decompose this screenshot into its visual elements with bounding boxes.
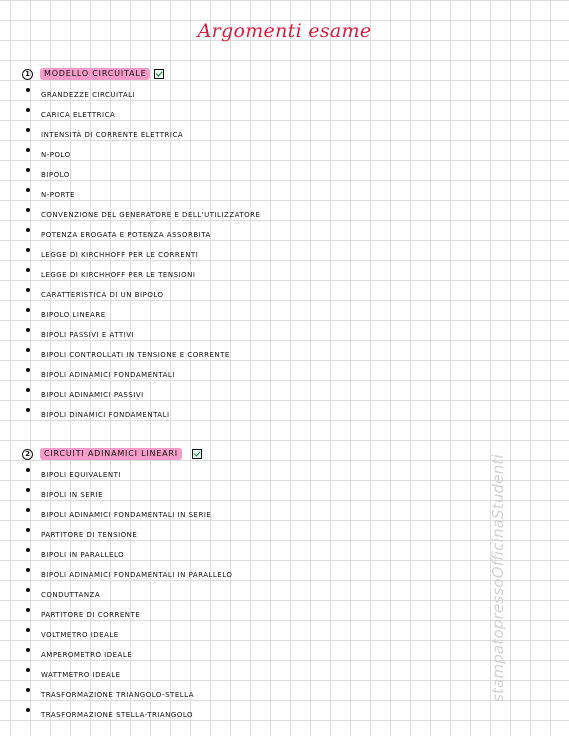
bullet-icon <box>26 528 30 532</box>
bullet-icon <box>26 368 30 372</box>
list-item-label: CARICA ELETTRICA <box>41 111 116 119</box>
bullet-icon <box>26 248 30 252</box>
list-item-label: CONDUTTANZA <box>41 591 101 599</box>
list-item-label: GRANDEZZE CIRCUITALI <box>41 91 136 99</box>
section-number: 2 <box>22 449 33 460</box>
list-item-label: CONVENZIONE DEL GENERATORE E DELL'UTILIZZATORE <box>41 211 261 219</box>
list-item <box>22 666 542 686</box>
list-item-label: PARTITORE DI CORRENTE <box>41 611 141 619</box>
list-item <box>22 346 542 366</box>
section-number: 1 <box>22 69 33 80</box>
list-item-label: VOLTMETRO IDEALE <box>41 631 119 639</box>
bullet-icon <box>26 468 30 472</box>
list-item-label: INTENSITÀ DI CORRENTE ELETTRICA <box>41 131 184 139</box>
bullet-icon <box>26 228 30 232</box>
section-header <box>22 446 542 466</box>
checkbox-checked-icon <box>154 69 164 79</box>
bullet-icon <box>26 668 30 672</box>
bullet-icon <box>26 508 30 512</box>
list-item <box>22 706 542 726</box>
list-item <box>22 406 542 426</box>
list-item-label: BIPOLI ADINAMICI FONDAMENTALI IN PARALLELO <box>41 571 233 579</box>
list-item-label: BIPOLO <box>41 171 70 179</box>
bullet-icon <box>26 148 30 152</box>
list-item <box>22 326 542 346</box>
list-item <box>22 286 542 306</box>
list-item <box>22 486 542 506</box>
list-item <box>22 686 542 706</box>
bullet-icon <box>26 608 30 612</box>
section-title: MODELLO CIRCUITALE <box>40 68 150 80</box>
list-item <box>22 306 542 326</box>
list-item <box>22 186 542 206</box>
list-item-label: AMPEROMETRO IDEALE <box>41 651 133 659</box>
list-item-label: POTENZA EROGATA E POTENZA ASSORBITA <box>41 231 211 239</box>
list-item <box>22 646 542 666</box>
bullet-icon <box>26 208 30 212</box>
bullet-icon <box>26 688 30 692</box>
bullet-icon <box>26 588 30 592</box>
list-item <box>22 146 542 166</box>
list-item-label: LEGGE DI KIRCHHOFF PER LE CORRENTI <box>41 251 199 259</box>
bullet-icon <box>26 628 30 632</box>
watermark <box>489 432 507 702</box>
bullet-icon <box>26 168 30 172</box>
list-item <box>22 226 542 246</box>
bullet-icon <box>26 128 30 132</box>
list-item <box>22 86 542 106</box>
list-item <box>22 626 542 646</box>
list-item-label: BIPOLI IN PARALLELO <box>41 551 125 559</box>
list-item <box>22 126 542 146</box>
bullet-icon <box>26 388 30 392</box>
bullet-icon <box>26 348 30 352</box>
list-item-label: BIPOLI ADINAMICI PASSIVI <box>41 391 144 399</box>
list-item-label: BIPOLI DINAMICI FONDAMENTALI <box>41 411 170 419</box>
section-title: CIRCUITI ADINAMICI LINEARI <box>40 448 182 460</box>
bullet-icon <box>26 328 30 332</box>
page-title: Argomenti esame <box>197 20 372 42</box>
list-item <box>22 506 542 526</box>
bullet-icon <box>26 408 30 412</box>
bullet-icon <box>26 488 30 492</box>
checkbox-checked-icon <box>192 449 202 459</box>
list-item-label: CARATTERISTICA DI UN BIPOLO <box>41 291 164 299</box>
bullet-icon <box>26 568 30 572</box>
list-item <box>22 166 542 186</box>
list-item-label: PARTITORE DI TENSIONE <box>41 531 138 539</box>
list-item <box>22 566 542 586</box>
list-item-label: LEGGE DI KIRCHHOFF PER LE TENSIONI <box>41 271 196 279</box>
bullet-icon <box>26 548 30 552</box>
list-item <box>22 586 542 606</box>
bullet-icon <box>26 268 30 272</box>
list-item-label: BIPOLI CONTROLLATI IN TENSIONE E CORRENTE <box>41 351 230 359</box>
list-item-label: BIPOLI ADINAMICI FONDAMENTALI IN SERIE <box>41 511 212 519</box>
section-circuiti-adinamici-lineari <box>22 446 542 726</box>
section-modello-circuitale <box>22 66 542 426</box>
list-item <box>22 206 542 226</box>
list-item <box>22 466 542 486</box>
list-item <box>22 266 542 286</box>
bullet-icon <box>26 308 30 312</box>
list-item <box>22 246 542 266</box>
bullet-icon <box>26 648 30 652</box>
bullet-icon <box>26 88 30 92</box>
section-header <box>22 66 542 86</box>
watermark-text: stampatopressoOfficinaStudenti <box>489 454 507 702</box>
list-item-label: WATTMETRO IDEALE <box>41 671 121 679</box>
bullet-icon <box>26 288 30 292</box>
list-item <box>22 606 542 626</box>
list-item-label: BIPOLI EQUIVALENTI <box>41 471 121 479</box>
list-item <box>22 106 542 126</box>
topic-list <box>22 466 542 726</box>
list-item-label: BIPOLI ADINAMICI FONDAMENTALI <box>41 371 175 379</box>
bullet-icon <box>26 708 30 712</box>
list-item <box>22 366 542 386</box>
list-item <box>22 546 542 566</box>
list-item <box>22 386 542 406</box>
list-item-label: N-POLO <box>41 151 71 159</box>
bullet-icon <box>26 188 30 192</box>
topic-list <box>22 86 542 426</box>
list-item <box>22 526 542 546</box>
list-item-label: N-PORTE <box>41 191 76 199</box>
list-item-label: TRASFORMAZIONE TRIANGOLO-STELLA <box>41 691 195 699</box>
list-item-label: BIPOLI IN SERIE <box>41 491 104 499</box>
list-item-label: TRASFORMAZIONE STELLA-TRIANGOLO <box>41 711 194 719</box>
list-item-label: BIPOLO LINEARE <box>41 311 106 319</box>
list-item-label: BIPOLI PASSIVI E ATTIVI <box>41 331 135 339</box>
bullet-icon <box>26 108 30 112</box>
